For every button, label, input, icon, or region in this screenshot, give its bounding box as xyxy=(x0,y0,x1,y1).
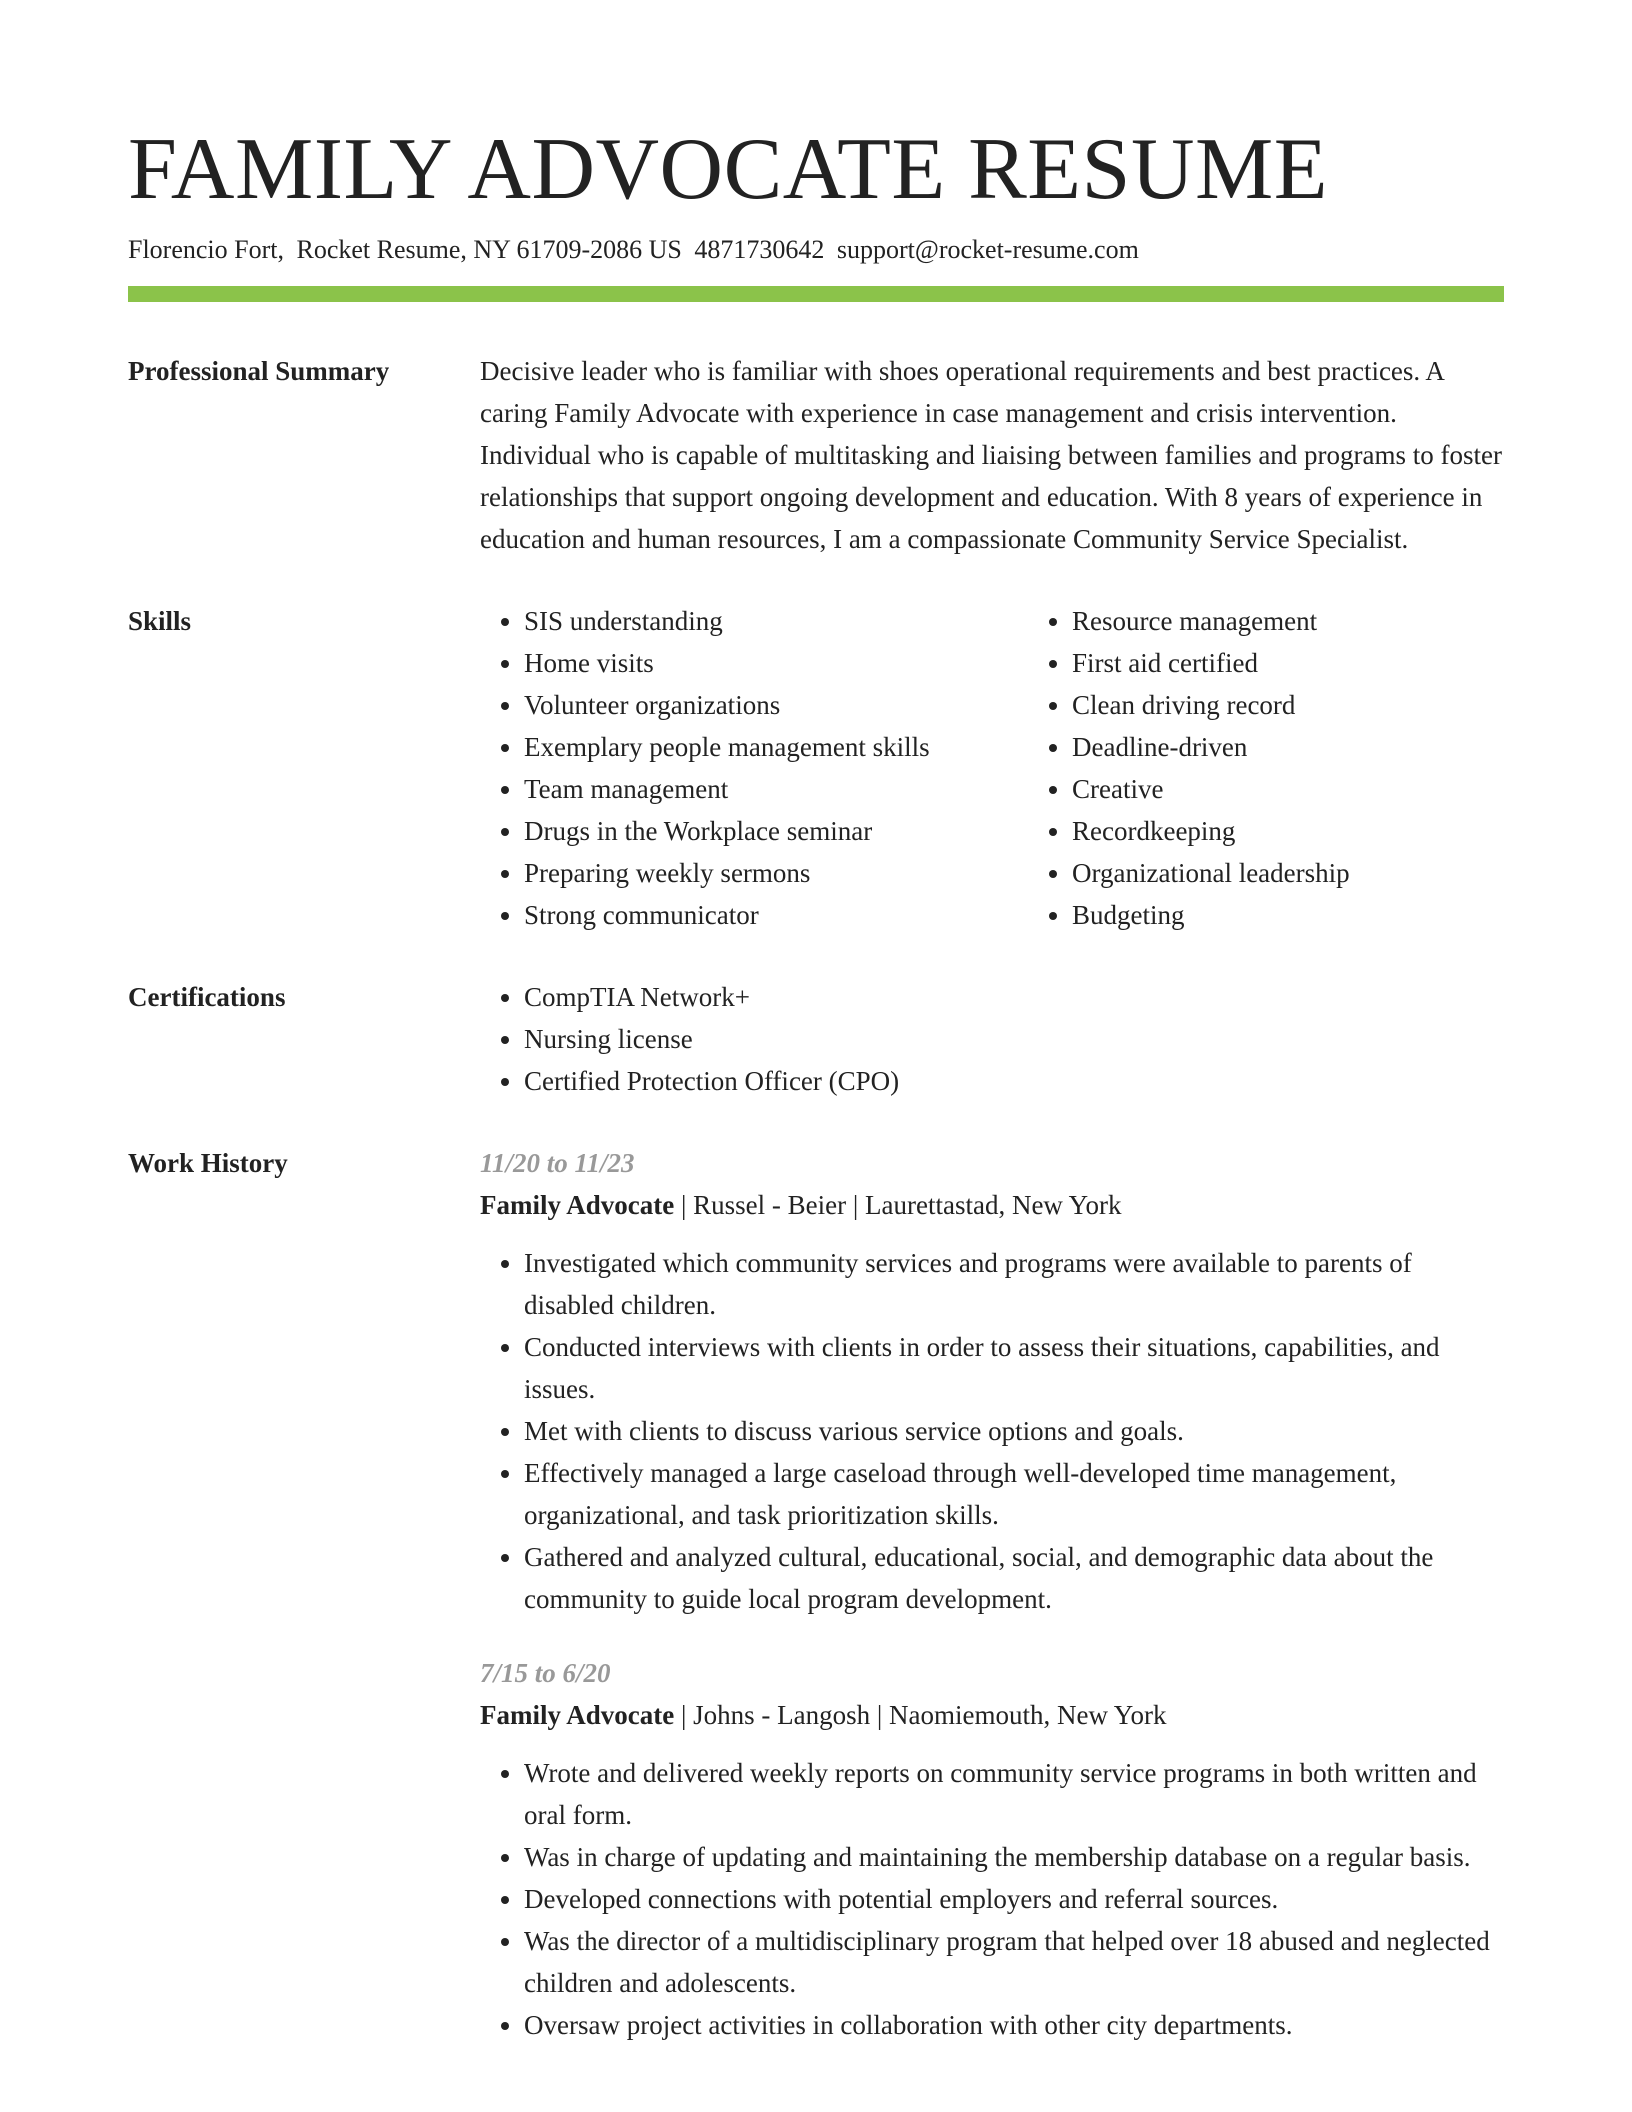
resume-page xyxy=(128,120,1504,2046)
skill-item: • Clean driving record xyxy=(1072,684,1576,726)
job-entry xyxy=(480,1142,1504,1620)
job-details: | Johns - Langosh | Naomiemouth, New York xyxy=(674,1700,1167,1730)
job-bullet: • Conducted interviews with clients in order to assess their situations, capabilities, and issues. xyxy=(524,1326,1504,1410)
job-heading xyxy=(480,1184,1504,1226)
job-title: Family Advocate xyxy=(480,1700,675,1730)
skill-item: • Strong communicator xyxy=(524,894,1028,936)
job-entry xyxy=(480,1652,1504,2046)
job-heading xyxy=(480,1694,1504,1736)
summary-section xyxy=(128,350,1504,560)
job-bullet: • Investigated which community services and programs were available to parents of disabled children. xyxy=(524,1242,1504,1326)
section-title-summary: Professional Summary xyxy=(128,356,390,386)
certification-item: • Certified Protection Officer (CPO) xyxy=(524,1060,1504,1102)
job-bullet: • Gathered and analyzed cultural, educational, social, and demographic data about the community to guide local program development. xyxy=(524,1536,1504,1620)
contact-name: Florencio Fort, xyxy=(128,235,284,264)
resume-title: FAMILY ADVOCATE RESUME xyxy=(128,121,1329,218)
skill-item: • Organizational leadership xyxy=(1072,852,1576,894)
certifications-section xyxy=(128,976,1504,1102)
contact-email[interactable]: support@rocket-resume.com xyxy=(836,235,1139,264)
skill-item: • Home visits xyxy=(524,642,1028,684)
job-dates: 11/20 to 11/23 xyxy=(480,1148,635,1178)
skills-section xyxy=(128,600,1504,936)
job-bullet: • Oversaw project activities in collaboration with other city departments. xyxy=(524,2004,1504,2046)
skill-item: • Drugs in the Workplace seminar xyxy=(524,810,1028,852)
contact-line xyxy=(128,232,1504,268)
job-bullets xyxy=(480,1242,1504,1620)
certification-item: • CompTIA Network+ xyxy=(524,976,1504,1018)
skill-item: • Recordkeeping xyxy=(1072,810,1576,852)
skill-item: • Preparing weekly sermons xyxy=(524,852,1028,894)
skill-item: • First aid certified xyxy=(1072,642,1576,684)
skills-column-2 xyxy=(1028,600,1576,936)
job-bullets xyxy=(480,1752,1504,2046)
section-title-work-history: Work History xyxy=(128,1148,288,1178)
contact-phone: 4871730642 xyxy=(694,235,825,264)
work-history-section xyxy=(128,1142,1504,2046)
skills-column-1 xyxy=(480,600,1028,936)
job-bullet: • Effectively managed a large caseload through well-developed time management, organizational, and task prioritization skills. xyxy=(524,1452,1504,1536)
job-bullet: • Developed connections with potential employers and referral sources. xyxy=(524,1878,1504,1920)
section-title-skills: Skills xyxy=(128,606,192,636)
skill-item: • SIS understanding xyxy=(524,600,1028,642)
skill-item: • Exemplary people management skills xyxy=(524,726,1028,768)
job-details: | Russel - Beier | Laurettastad, New York xyxy=(674,1190,1122,1220)
job-title: Family Advocate xyxy=(480,1190,675,1220)
skill-item: • Resource management xyxy=(1072,600,1576,642)
skill-item: • Budgeting xyxy=(1072,894,1576,936)
skill-item: • Creative xyxy=(1072,768,1576,810)
accent-divider xyxy=(128,286,1504,302)
certifications-list xyxy=(480,976,1504,1102)
job-bullet: • Was the director of a multidisciplinary program that helped over 18 abused and neglected children and adolescents. xyxy=(524,1920,1504,2004)
job-bullet: • Was in charge of updating and maintaining the membership database on a regular basis. xyxy=(524,1836,1504,1878)
skill-item: • Team management xyxy=(524,768,1028,810)
job-bullet: • Wrote and delivered weekly reports on community service programs in both written and oral form. xyxy=(524,1752,1504,1836)
section-title-certifications: Certifications xyxy=(128,982,286,1012)
job-bullet: • Met with clients to discuss various service options and goals. xyxy=(524,1410,1504,1452)
skill-item: • Volunteer organizations xyxy=(524,684,1028,726)
certification-item: • Nursing license xyxy=(524,1018,1504,1060)
contact-location: Rocket Resume, NY 61709-2086 US xyxy=(296,235,682,264)
skill-item: • Deadline-driven xyxy=(1072,726,1576,768)
summary-text: Decisive leader who is familiar with shoes operational requirements and best practices. A caring Family Advocate with experience in case management and crisis intervention. Individual who is capable of multitasking and liaising between families and programs to foster relationships that support ongoing development and education. With 8 years of experience in education and human resources, I am a compassionate Community Service Specialist. xyxy=(480,356,1503,554)
job-dates: 7/15 to 6/20 xyxy=(480,1658,611,1688)
